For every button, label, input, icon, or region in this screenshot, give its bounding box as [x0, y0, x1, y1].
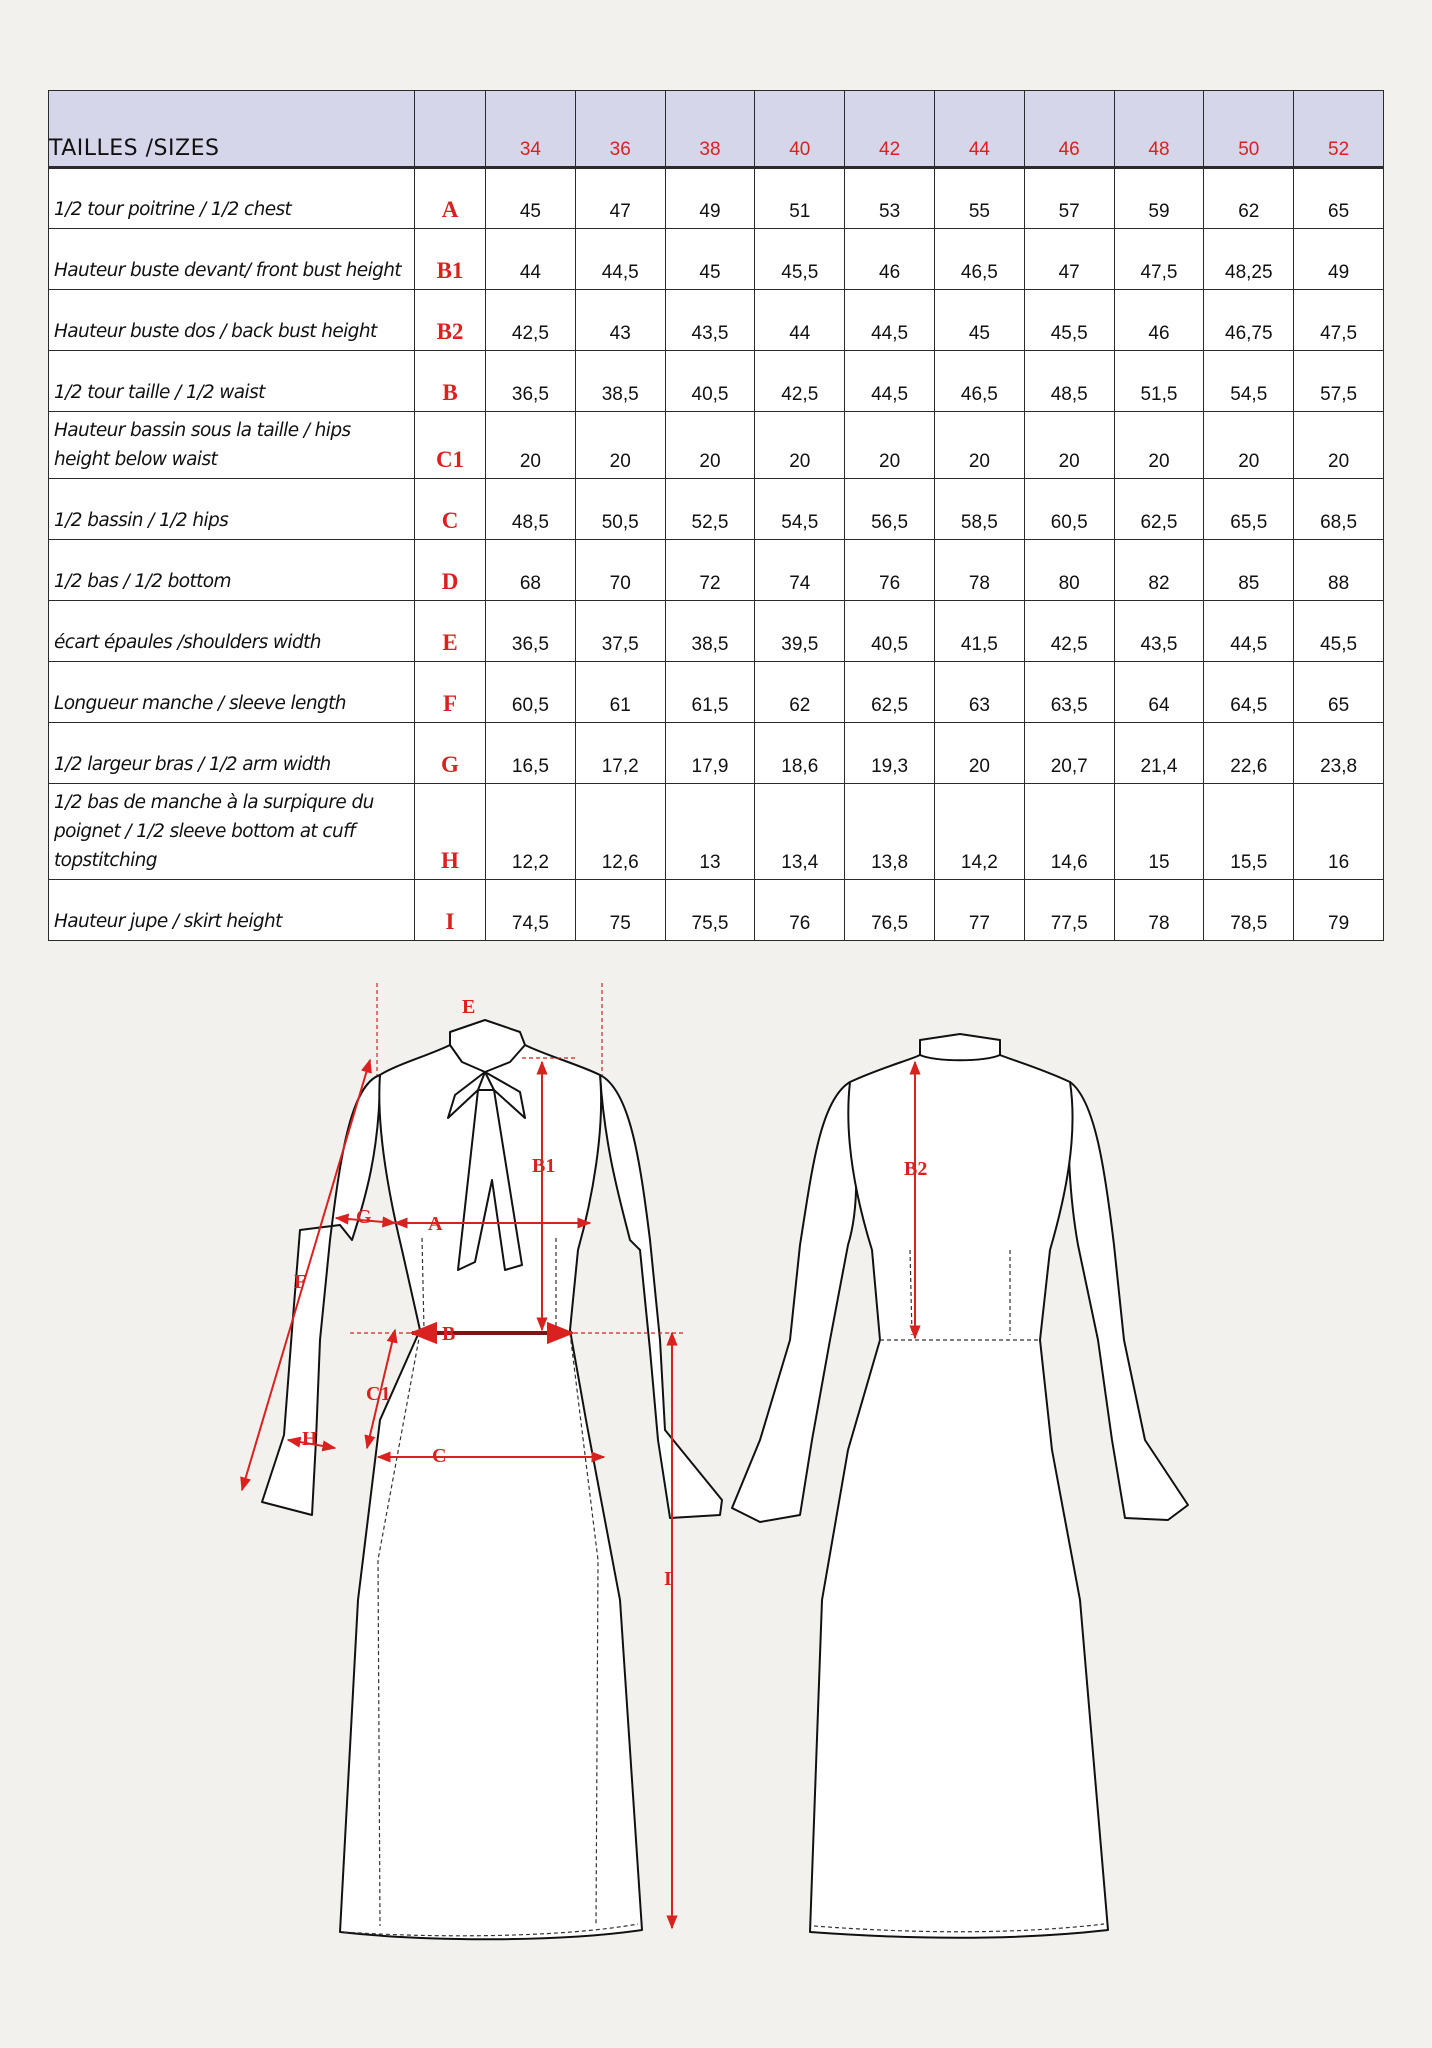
cell-value: 45,5: [755, 229, 845, 290]
size-header: 48: [1114, 91, 1204, 168]
cell-value: 88: [1294, 540, 1384, 601]
cell-value: 80: [1024, 540, 1114, 601]
row-code: G: [415, 723, 486, 784]
cell-value: 42,5: [1024, 601, 1114, 662]
cell-value: 23,8: [1294, 723, 1384, 784]
back-right-sleeve: [1068, 1082, 1188, 1520]
cell-value: 38,5: [665, 601, 755, 662]
cell-value: 62: [1204, 168, 1294, 229]
front-right-sleeve: [600, 1075, 722, 1518]
table-row: [49, 723, 1384, 784]
cell-value: 78: [1114, 880, 1204, 941]
cell-value: 56,5: [845, 479, 935, 540]
cell-value: 47: [575, 168, 665, 229]
code-column-header: [415, 91, 486, 168]
cell-value: 20,7: [1024, 723, 1114, 784]
row-label: écart épaules /shoulders width: [49, 601, 415, 662]
row-code: I: [415, 880, 486, 941]
cell-value: 15: [1114, 784, 1204, 880]
cell-value: 77: [934, 880, 1024, 941]
cell-value: 42,5: [755, 351, 845, 412]
cell-value: 14,6: [1024, 784, 1114, 880]
cell-value: 18,6: [755, 723, 845, 784]
label-C1: C1: [366, 1383, 391, 1405]
row-code: B: [415, 351, 486, 412]
cell-value: 63,5: [1024, 662, 1114, 723]
cell-value: 50,5: [575, 479, 665, 540]
cell-value: 49: [665, 168, 755, 229]
table-header-row: [49, 91, 1384, 168]
cell-value: 47,5: [1114, 229, 1204, 290]
cell-value: 20: [1294, 412, 1384, 479]
row-label: 1/2 largeur bras / 1/2 arm width: [49, 723, 415, 784]
cell-value: 36,5: [486, 601, 576, 662]
size-chart-table: [48, 90, 1384, 941]
cell-value: 77,5: [1024, 880, 1114, 941]
label-B1: B1: [532, 1155, 556, 1177]
row-label: Hauteur buste devant/ front bust height: [49, 229, 415, 290]
back-left-sleeve: [732, 1082, 856, 1522]
cell-value: 46,75: [1204, 290, 1294, 351]
cell-value: 65,5: [1204, 479, 1294, 540]
table-row: [49, 784, 1384, 880]
label-A: A: [428, 1213, 443, 1235]
label-B2: B2: [904, 1158, 928, 1180]
back-collar: [920, 1034, 1000, 1060]
cell-value: 44: [486, 229, 576, 290]
label-G: G: [356, 1206, 372, 1228]
cell-value: 20: [934, 723, 1024, 784]
cell-value: 51,5: [1114, 351, 1204, 412]
row-code: B2: [415, 290, 486, 351]
row-label: Longueur manche / sleeve length: [49, 662, 415, 723]
row-label: Hauteur jupe / skirt height: [49, 880, 415, 941]
cell-value: 39,5: [755, 601, 845, 662]
cell-value: 44,5: [845, 351, 935, 412]
cell-value: 74,5: [486, 880, 576, 941]
cell-value: 44,5: [575, 229, 665, 290]
front-dress-drawing: [262, 1020, 722, 1939]
label-H: H: [302, 1428, 318, 1450]
table-row: [49, 290, 1384, 351]
label-E: E: [462, 996, 476, 1018]
cell-value: 76,5: [845, 880, 935, 941]
cell-value: 75,5: [665, 880, 755, 941]
cell-value: 72: [665, 540, 755, 601]
cell-value: 52,5: [665, 479, 755, 540]
cell-value: 40,5: [845, 601, 935, 662]
cell-value: 82: [1114, 540, 1204, 601]
cell-value: 20: [1114, 412, 1204, 479]
cell-value: 48,5: [1024, 351, 1114, 412]
table-row: [49, 479, 1384, 540]
cell-value: 60,5: [1024, 479, 1114, 540]
cell-value: 76: [845, 540, 935, 601]
size-header: 50: [1204, 91, 1294, 168]
cell-value: 65: [1294, 168, 1384, 229]
cell-value: 20: [934, 412, 1024, 479]
front-left-sleeve: [262, 1075, 380, 1515]
cell-value: 48,5: [486, 479, 576, 540]
row-label: 1/2 tour taille / 1/2 waist: [49, 351, 415, 412]
size-header: 44: [934, 91, 1024, 168]
cell-value: 85: [1204, 540, 1294, 601]
size-header: 40: [755, 91, 845, 168]
size-header: 42: [845, 91, 935, 168]
cell-value: 17,9: [665, 723, 755, 784]
row-code: F: [415, 662, 486, 723]
cell-value: 20: [1204, 412, 1294, 479]
label-C: C: [432, 1445, 447, 1467]
cell-value: 20: [1024, 412, 1114, 479]
row-code: E: [415, 601, 486, 662]
cell-value: 44,5: [1204, 601, 1294, 662]
table-row: [49, 540, 1384, 601]
label-B: B: [442, 1323, 456, 1345]
dress-measurement-diagram: [0, 960, 1432, 2048]
cell-value: 61,5: [665, 662, 755, 723]
cell-value: 45: [486, 168, 576, 229]
cell-value: 57,5: [1294, 351, 1384, 412]
table-row: [49, 229, 1384, 290]
cell-value: 36,5: [486, 351, 576, 412]
cell-value: 12,2: [486, 784, 576, 880]
table-row: [49, 412, 1384, 479]
cell-value: 38,5: [575, 351, 665, 412]
cell-value: 65: [1294, 662, 1384, 723]
cell-value: 54,5: [755, 479, 845, 540]
cell-value: 46: [845, 229, 935, 290]
cell-value: 64: [1114, 662, 1204, 723]
cell-value: 41,5: [934, 601, 1024, 662]
cell-value: 79: [1294, 880, 1384, 941]
cell-value: 55: [934, 168, 1024, 229]
cell-value: 62,5: [845, 662, 935, 723]
row-label: 1/2 tour poitrine / 1/2 chest: [49, 168, 415, 229]
cell-value: 68,5: [1294, 479, 1384, 540]
cell-value: 75: [575, 880, 665, 941]
cell-value: 47: [1024, 229, 1114, 290]
cell-value: 60,5: [486, 662, 576, 723]
cell-value: 42,5: [486, 290, 576, 351]
cell-value: 45: [665, 229, 755, 290]
cell-value: 70: [575, 540, 665, 601]
cell-value: 46,5: [934, 229, 1024, 290]
back-dress-drawing: [732, 1034, 1188, 1938]
cell-value: 61: [575, 662, 665, 723]
cell-value: 68: [486, 540, 576, 601]
cell-value: 14,2: [934, 784, 1024, 880]
cell-value: 64,5: [1204, 662, 1294, 723]
cell-value: 43,5: [665, 290, 755, 351]
cell-value: 76: [755, 880, 845, 941]
cell-value: 49: [1294, 229, 1384, 290]
cell-value: 15,5: [1204, 784, 1294, 880]
row-code: B1: [415, 229, 486, 290]
cell-value: 44: [755, 290, 845, 351]
cell-value: 20: [845, 412, 935, 479]
row-label: 1/2 bassin / 1/2 hips: [49, 479, 415, 540]
cell-value: 62,5: [1114, 479, 1204, 540]
row-label: 1/2 bas / 1/2 bottom: [49, 540, 415, 601]
cell-value: 16: [1294, 784, 1384, 880]
cell-value: 46: [1114, 290, 1204, 351]
cell-value: 22,6: [1204, 723, 1294, 784]
cell-value: 44,5: [845, 290, 935, 351]
cell-value: 21,4: [1114, 723, 1204, 784]
size-header: 52: [1294, 91, 1384, 168]
cell-value: 20: [486, 412, 576, 479]
label-I: I: [664, 1568, 672, 1590]
size-header: 46: [1024, 91, 1114, 168]
cell-value: 47,5: [1294, 290, 1384, 351]
cell-value: 13: [665, 784, 755, 880]
cell-value: 51: [755, 168, 845, 229]
cell-value: 78,5: [1204, 880, 1294, 941]
table-body: [49, 168, 1384, 941]
cell-value: 20: [665, 412, 755, 479]
cell-value: 63: [934, 662, 1024, 723]
label-F: F: [294, 1271, 307, 1293]
cell-value: 45,5: [1024, 290, 1114, 351]
cell-value: 20: [755, 412, 845, 479]
row-label: 1/2 bas de manche à la surpiqure du poignet / 1/2 sleeve bottom at cuff topstitching: [49, 784, 415, 880]
table-title: TAILLES /SIZES: [49, 91, 415, 168]
cell-value: 62: [755, 662, 845, 723]
cell-value: 17,2: [575, 723, 665, 784]
cell-value: 45,5: [1294, 601, 1384, 662]
cell-value: 46,5: [934, 351, 1024, 412]
cell-value: 53: [845, 168, 935, 229]
cell-value: 43,5: [1114, 601, 1204, 662]
cell-value: 37,5: [575, 601, 665, 662]
cell-value: 48,25: [1204, 229, 1294, 290]
row-code: C1: [415, 412, 486, 479]
cell-value: 54,5: [1204, 351, 1294, 412]
row-code: D: [415, 540, 486, 601]
cell-value: 13,8: [845, 784, 935, 880]
size-header: 38: [665, 91, 755, 168]
cell-value: 12,6: [575, 784, 665, 880]
cell-value: 16,5: [486, 723, 576, 784]
row-label: Hauteur bassin sous la taille / hips height below waist: [49, 412, 415, 479]
cell-value: 78: [934, 540, 1024, 601]
table-row: [49, 351, 1384, 412]
cell-value: 57: [1024, 168, 1114, 229]
cell-value: 19,3: [845, 723, 935, 784]
cell-value: 13,4: [755, 784, 845, 880]
row-code: H: [415, 784, 486, 880]
size-header: 36: [575, 91, 665, 168]
row-code: A: [415, 168, 486, 229]
table-row: [49, 601, 1384, 662]
cell-value: 20: [575, 412, 665, 479]
row-label: Hauteur buste dos / back bust height: [49, 290, 415, 351]
cell-value: 40,5: [665, 351, 755, 412]
cell-value: 43: [575, 290, 665, 351]
cell-value: 45: [934, 290, 1024, 351]
table-row: [49, 168, 1384, 229]
cell-value: 58,5: [934, 479, 1024, 540]
cell-value: 74: [755, 540, 845, 601]
table-row: [49, 662, 1384, 723]
cell-value: 59: [1114, 168, 1204, 229]
row-code: C: [415, 479, 486, 540]
table-row: [49, 880, 1384, 941]
size-header: 34: [486, 91, 576, 168]
